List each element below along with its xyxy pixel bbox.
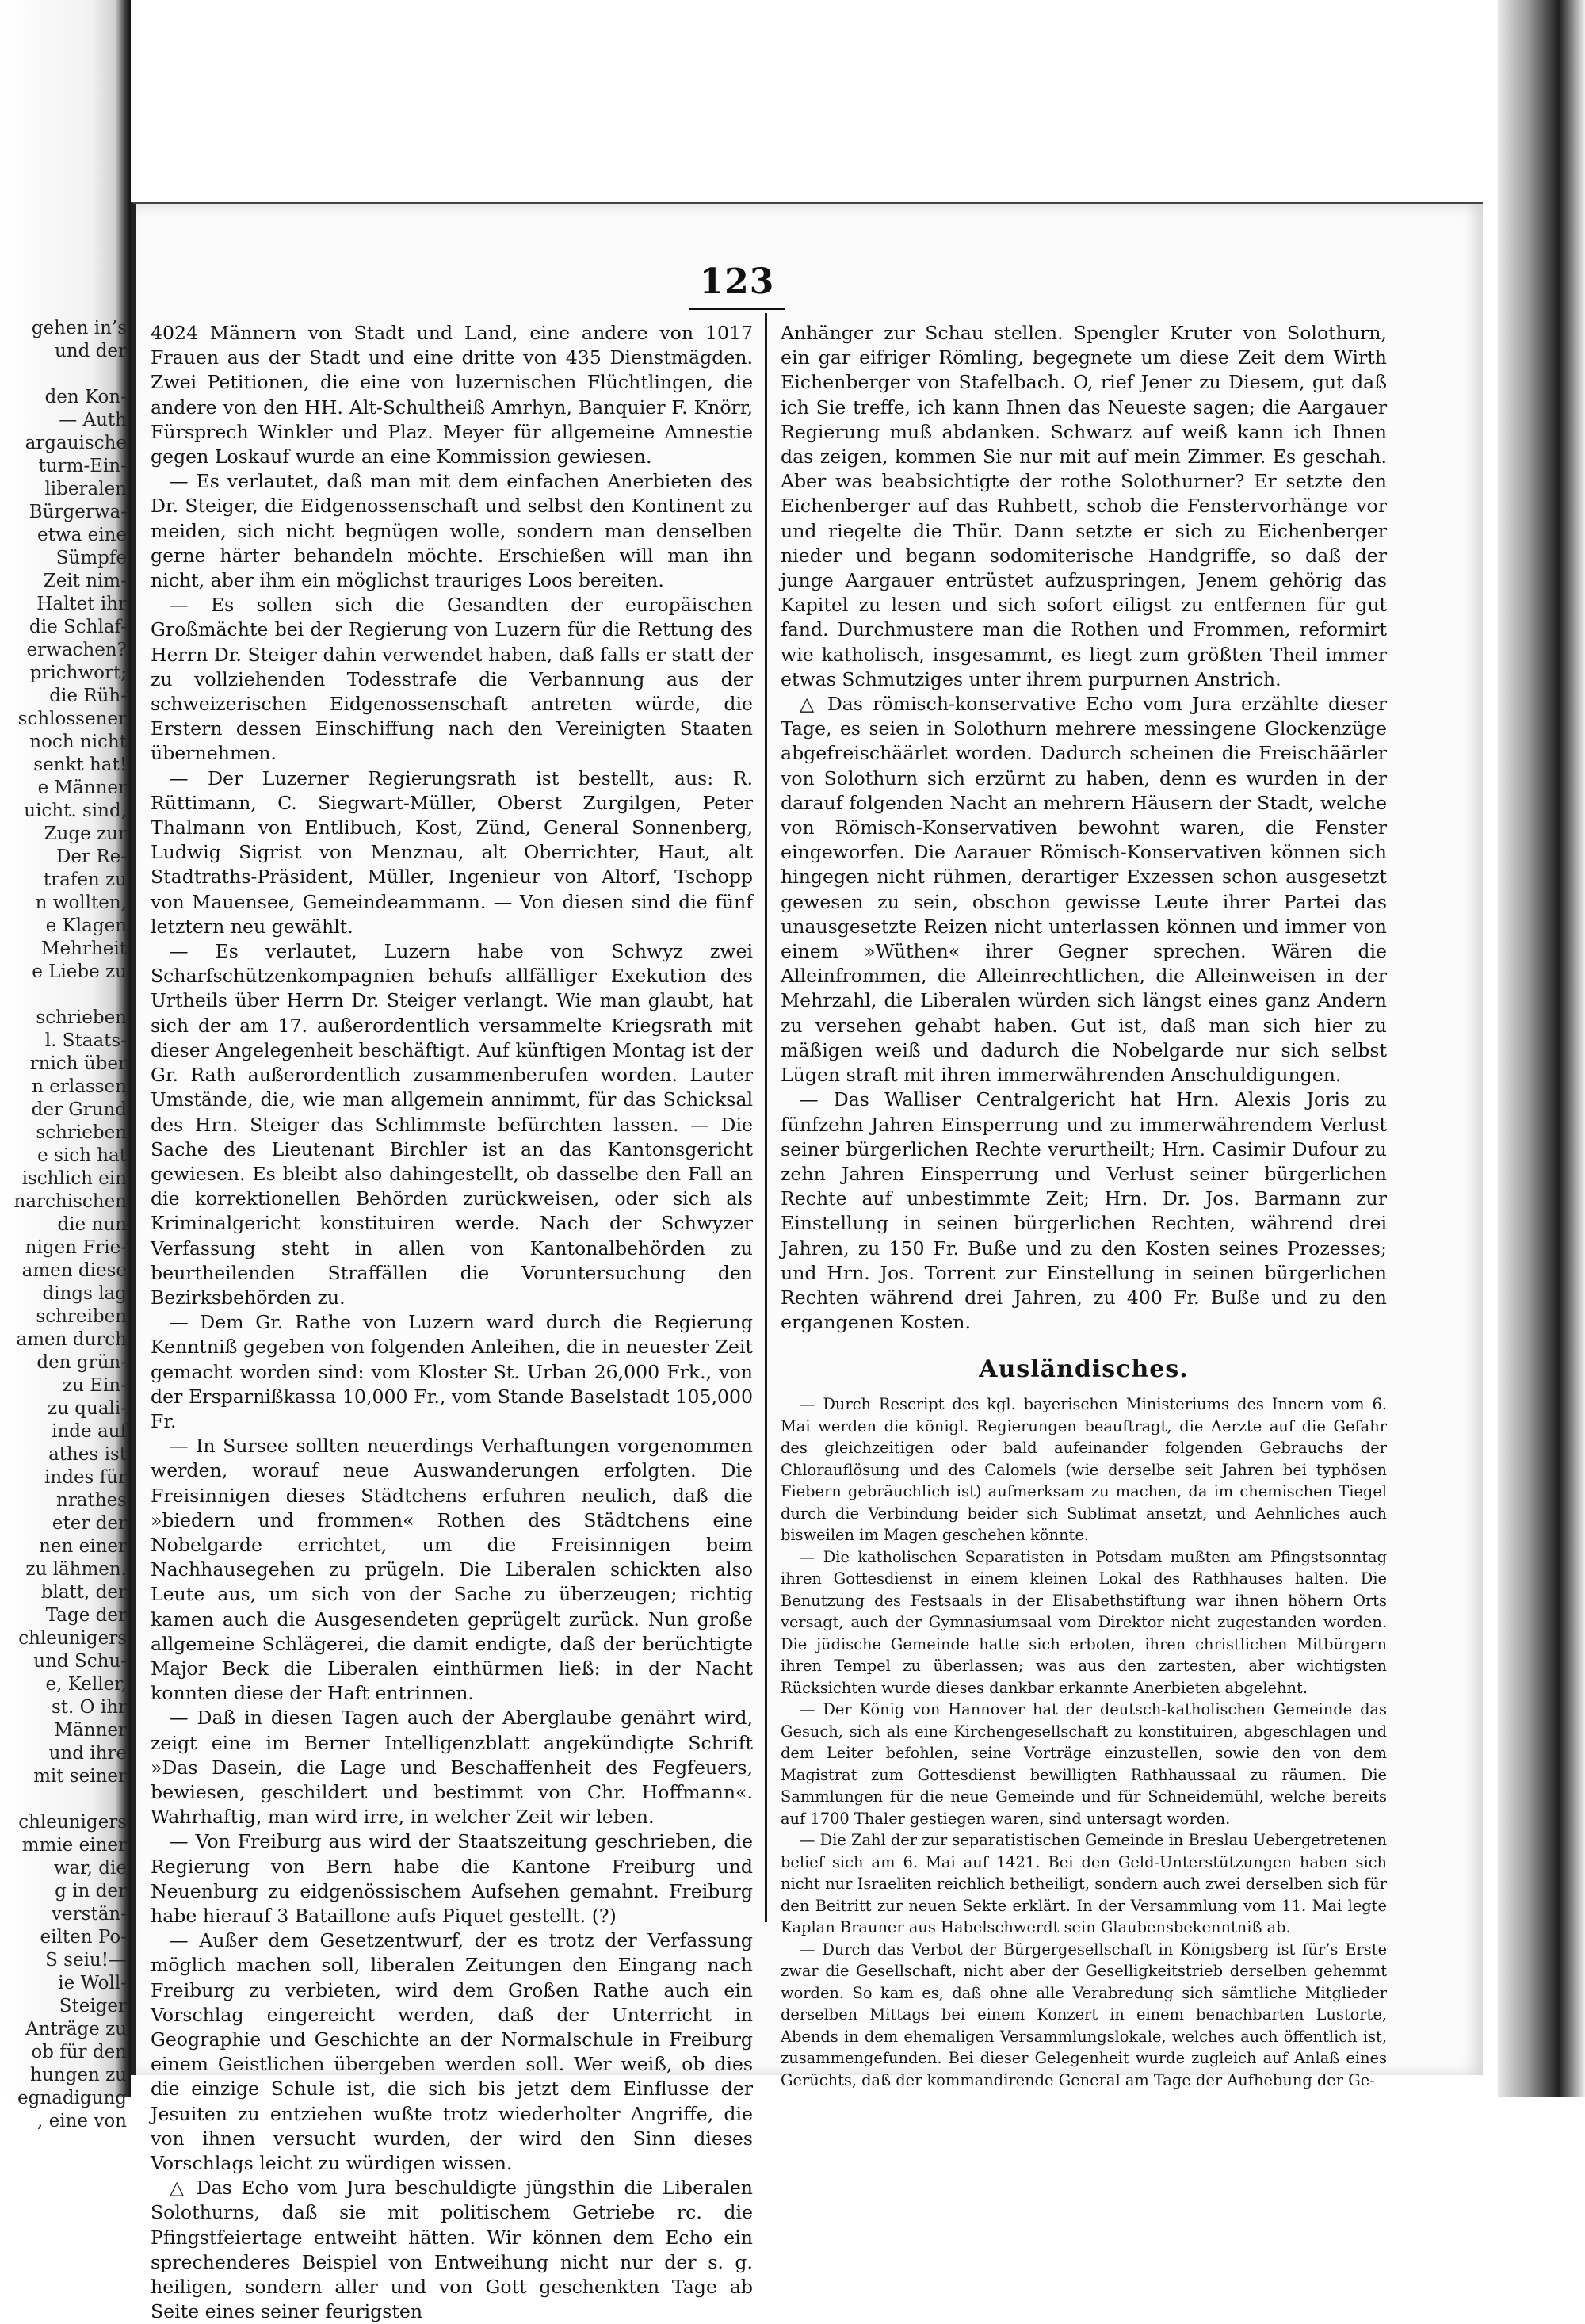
margin-fragment: Der Re-	[55, 847, 127, 867]
margin-fragment: Anträge zu	[25, 2019, 127, 2039]
margin-fragment: Zuge zur	[44, 824, 127, 844]
article-aberglaube: — Daß in diesen Tagen auch der Aberglaube genährt wird, zeigt eine im Berner Intelligenzblatt angekündigte Schrift »Das Dasein, die Lage und Beschaffenheit des Fegfeuers, bewiesen, geschildert und bestimmt von Chr. Hoffmann«. Wahrhaftig, man wird irre, in welcher Zeit wir leben.	[151, 1707, 753, 1829]
margin-fragment: indes für	[44, 1467, 127, 1488]
margin-fragment: — Auth	[59, 410, 127, 430]
article-echo-jura: △ Das Echo vom Jura beschuldigte jüngsthin die Liberalen Solothurns, daß sie mit politischem Getriebe rc. die Pfingstfeiertage entweiht hätten. Wir können dem Echo ein sprechenderes Beispiel von Entweihung nicht nur der s. g. heiligen, sondern aller und von Gott geschenkten Tage ab Seite eines seiner feurigsten	[151, 2177, 753, 2323]
margin-fragment: blatt, der	[40, 1582, 127, 1603]
article-glockenzuege: △ Das römisch-konservative Echo vom Jura erzählte dieser Tage, es seien in Solothurn mehrere messingene Glockenzüge abgefreischäärlet worden. Dadurch scheinen die Freischäärler von Solothurn sich erzürnt zu haben, denn es wurden in der darauf folgenden Nacht an mehrern Häusern der Stadt, welche von Römisch-Konservativen bewohnt waren, die Fenster eingeworfen. Die Aarauer Römisch-Konservativen können sich hingegen nicht rühmen, derartiger Exzessen schon ausgesetzt gewesen zu sein, obschon gewisse Leute ihrer Partei das unausgesetzte Reizen nicht unterlassen können und immer von einem »Wüthen« ihrer Gegner sprechen. Wären die Alleinfrommen, die Alleinrechtlichen, die Alleinweisen in der Mehrzahl, die Liberalen würden sich längst eines ganz Andern zu versehen gehabt haben. Gut ist, daß man sich hier zu mäßigen weiß und dadurch die Nobelgarde nur sich selbst Lügen straft mit ihren immerwährenden Anschuldigungen.	[781, 693, 1387, 1087]
margin-fragment: die Schlaf-	[29, 617, 127, 637]
margin-fragment: g in der	[55, 1881, 127, 1902]
margin-fragment: die nun	[57, 1214, 127, 1235]
margin-fragment: Tage der	[45, 1605, 127, 1626]
margin-fragment: liberalen	[44, 479, 127, 499]
margin-fragment: Steiger	[59, 1996, 127, 2016]
margin-fragment: der Grund	[31, 1099, 127, 1120]
margin-fragment: Mehrheit	[41, 938, 127, 959]
margin-fragment: e Männer	[37, 778, 127, 798]
margin-fragment: schlossener	[17, 709, 127, 729]
margin-fragment: Bürgerwa-	[29, 502, 127, 522]
article-sursee: — In Sursee sollten neuerdings Verhaftungen vorgenommen werden, worauf neue Auswanderungen erfolgten. Die Freisinnigen dieses Städtchens erfuhren neulich, daß die »biedern und frommen« Rothen des Städtchens eine Nobelgarde errichtet, um die Freisinnigen beim Nachhausegehen zu prügeln. Die Liberalen schickten also Leute aus, um sich von der Sache zu überzeugen; richtig kamen auch die Ausgesendeten geprügelt zurück. Nun große allgemeine Schlägerei, die damit endigte, daß der berüchtigte Major Beck die Liberalen einthürmen ließ: in der Nacht konnten diese der Haft entrinnen.	[151, 1435, 753, 1705]
margin-fragment: eilten Po-	[40, 1927, 127, 1947]
margin-fragment: egnadigung	[17, 2088, 127, 2108]
margin-fragment: narchischen	[13, 1191, 127, 1212]
article-regierungsrath: — Der Luzerner Regierungsrath ist bestellt, aus: R. Rüttimann, C. Siegwart-Müller, Oberst Zurgilgen, Peter Thalmann von Entlibuch, Kost, Zünd, General Sonnenberg, Ludwig Sigrist von Menznau, alt Oberrichter, Haut, alt Stadtraths-Präsident, Müller, Ingenieur von Altorf, Tschopp von Mauensee, Gemeindeammann. — Von diesen sind die fünf letztern neu gewählt.	[151, 766, 753, 938]
margin-fragment: zu quali-	[48, 1398, 127, 1419]
margin-fragment: schrieben	[36, 1122, 127, 1143]
margin-fragment: verstän-	[52, 1904, 127, 1925]
margin-fragment: n erlassen	[32, 1076, 127, 1097]
margin-fragment: dings lag	[42, 1283, 127, 1304]
margin-fragment: nen einer	[39, 1536, 127, 1557]
margin-fragment: chleunigers	[18, 1812, 127, 1833]
margin-fragment: und Schu-	[33, 1651, 127, 1672]
margin-fragment: amen diese	[21, 1260, 127, 1281]
section-title: Ausländisches.	[979, 1355, 1189, 1384]
article-bavaria: — Durch Rescript des kgl. bayerischen Ministeriums des Innern vom 6. Mai werden die königl. Regierungen beauftragt, die Aerzte auf die Gefahr des gleichzeitigen oder bald aufeinander folgenden Gebrauchs der Chlorauflösung und des Calomels (wie derselbe seit Jahren bei typhösen Fiebern gebräuchlich ist) aufmerksam zu machen, da im chemischen Tiegel durch die Verbindung beider sich Sublimat ansetzt, und Aehnliches auch bisweilen im Magen geschehen könnte.	[781, 1395, 1387, 1545]
margin-fragment: den grün-	[36, 1352, 127, 1373]
page-number-rule	[689, 308, 785, 310]
margin-fragment: zu lähmen.	[25, 1559, 127, 1580]
margin-fragment: uicht. sind,	[24, 801, 127, 821]
margin-fragment: e Klagen	[45, 915, 127, 936]
margin-fragment: war, die	[53, 1858, 127, 1879]
margin-fragment: rnich über	[29, 1053, 127, 1074]
margin-fragment: athes ist	[48, 1444, 127, 1465]
article-walliser: — Das Walliser Centralgericht hat Hrn. Alexis Joris zu fünfzehn Jahren Einsperrung und zu immerwährendem Verlust seiner bürgerlichen Rechte verurtheilt; Hrn. Casimir Dufour zu zehn Jahren Einsperrung und Verlust seiner bürgerlichen Rechte auf unbestimmte Zeit; Hrn. Dr. Jos. Barmann zur Einstellung in seinen bürgerlichen Rechten, während drei Jahren, zu 150 Fr. Buße und zu den Kosten seines Prozesses; und Hrn. Jos. Torrent zur Einstellung in seinen bürgerlichen Rechten während drei Jahren, zu 400 Fr. Buße und zu den ergangenen Kosten.	[781, 1088, 1387, 1334]
article-breslau: — Die Zahl der zur separatistischen Gemeinde in Breslau Uebergetretenen belief sich am 6. Mai auf 1421. Bei den Geld-Unterstützungen haben sich nicht nur Israeliten reichlich betheiligt, sondern auch zwei derselben sich für den Beitritt zur neuen Sekte erklärt. In der Versammlung vom 11. Mai legte Kaplan Brauner aus Habelschwerdt sein Glaubensbekenntniß ab.	[781, 1831, 1387, 1937]
margin-fragment: mmie einer	[21, 1835, 127, 1856]
article-envoys: — Es sollen sich die Gesandten der europäischen Großmächte bei der Regierung von Luzern für die Rettung des Herrn Dr. Steiger dahin verwendet haben, daß falls er statt der zu vollziehenden Todesstrafe die Verbannung aus der schweizerischen Eidgenossenschaft antreten würde, die Erstern dessen Einschiffung nach den Vereinigten Staaten übernehmen.	[151, 594, 753, 765]
margin-fragment: schrieben	[36, 1007, 127, 1028]
article-kruter: Anhänger zur Schau stellen. Spengler Kruter von Solothurn, ein gar eifriger Römling, begegnete um diese Zeit dem Wirth Eichenberger von Stafelbach. O, rief Jener zu Diesem, gut daß ich Sie treffe, ich kann Ihnen das Neueste sagen; die Aargauer Regierung muß abdanken. Schwarz auf weiß kann ich Ihnen das zeigen, kommen Sie nur mit auf mein Zimmer. Es geschah. Aber was beabsichtigte der rothe Solothurner? Er setzte den Eichenberger auf das Ruhbett, schob die Fenstervorhänge vor und riegelte die Thür. Dann setzte er sich zu Eichenberger nieder und begann sodomiterische Handgriffe, so daß der junge Aargauer entrüstet aufzuspringen, Jenem gehörig das Kapitel zu lesen und sich sofort eiligst zu entfernen für gut fand. Durchmustere man die Rothen und Frommen, reformirt wie katholisch, insgesammt, es liegt zum größten Theil immer etwas Schmutziges unter ihrem purpurnen Anstrich.	[781, 322, 1387, 690]
margin-fragment: Haltet ihr	[36, 594, 127, 614]
page-edge-shadow	[1498, 0, 1585, 2097]
margin-fragment: nrathes	[56, 1490, 127, 1511]
margin-fragment	[0, 984, 127, 1007]
article-gesetzentwurf: — Außer dem Gesetzentwurf, der es trotz der Verfassung möglich machen soll, liberalen Zeitungen den Eingang nach Freiburg zu verbieten, wird dem Großen Rathe auch ein Vorschlag eingereicht werden, daß der Unterricht in Geographie und Geschichte an der Normalschule in Freiburg einem Geistlichen übergeben werden soll. Wer weiß, ob dies die einzige Schule ist, die sich bis jetzt dem Einflusse der Jesuiten zu entziehen wußte trotz wiederholter Angriffe, die von ihnen versucht wurden, der wird den Sinn dieses Vorschlags leicht zu würdigen wissen.	[151, 1929, 753, 2175]
margin-fragment: etwa eine	[37, 525, 127, 545]
margin-fragment: hungen zu	[30, 2065, 127, 2085]
margin-fragment: zu Ein-	[63, 1375, 127, 1396]
article-loans: — Dem Gr. Rathe von Luzern ward durch die Regierung Kenntniß gegeben von folgenden Anleihen, die in neuester Zeit gemacht worden sind: vom Kloster St. Urban 26,000 Frk., von der Ersparnißkassa 10,000 Fr., vom Stande Baselstadt 105,000 Fr.	[151, 1311, 753, 1432]
margin-fragment: S seiu!—	[45, 1950, 127, 1970]
column-divider	[765, 313, 767, 1922]
margin-fragment: erwachen?	[26, 640, 127, 660]
margin-fragment: die Rüh-	[49, 686, 127, 706]
margin-fragment: und der	[55, 341, 127, 361]
margin-fragment: e Liebe zu	[32, 961, 127, 982]
margin-fragment: st. O ihr	[52, 1697, 127, 1718]
margin-fragment: inde auf	[52, 1421, 127, 1442]
margin-fragment: den Kon-	[44, 387, 127, 407]
margin-fragment: n wollten,	[35, 893, 127, 913]
margin-fragment: eter der	[52, 1513, 127, 1534]
article-schwyz: — Es verlautet, Luzern habe von Schwyz zwei Scharfschützenkompagnien behufs allfälliger Exekution des Urtheils über Herrn Dr. Steiger verlangt. Wie man glaubt, hat sich der am 17. außerordentlich versammelte Kriegsrath mit dieser Angelegenheit beschäftigt. Auf künftigen Montag ist der Gr. Rath außerordentlich zusammenberufen worden. Lauter Umstände, die, wie man allgemein annimmt, für das Schicksal des Hrn. Steiger das Schlimmste befürchten lassen. — Die Sache des Lieutenant Birchler ist an das Kantonsgericht gewiesen. Es bleibt also dahingestellt, ob dasselbe den Fall an die korrektionellen Behörden zurückweisen, oder sich als Kriminalgericht konstituiren werde. Nach der Schwyzer Verfassung steht in allen von Kantonalbehörden zu beurtheilenden Straffällen die Voruntersuchung den Bezirksbehörden zu.	[151, 940, 753, 1309]
margin-fragment: trafen zu	[43, 870, 127, 890]
article-potsdam: — Die katholischen Separatisten in Potsdam mußten am Pfingstsonntag ihren Gottesdienst in einem kleinen Lokal des Rathhauses halten. Die Benutzung des Festsaals in der Elisabethstiftung war ihnen höhern Orts versagt, auch der Gymnasiumsaal vom Direktor nicht zugestanden worden. Die jüdische Gemeinde hatte sich erboten, ihren christlichen Mitbürgern ihren Tempel zu überlassen; was aus den zartesten, aber wichtigsten Rücksichten wurde dieses dankbar erkannte Anerbieten abgelehnt.	[781, 1547, 1387, 1697]
margin-fragment: gehen in’s	[31, 318, 127, 338]
margin-fragment: prichwort;	[29, 663, 127, 683]
article-koenigsberg: — Durch das Verbot der Bürgergesellschaft in Königsberg ist für’s Erste zwar die Gesellschaft, nicht aber der Geselligkeitstrieb derselben gehemmt worden. So kam es, daß ohne alle Verabredung sich sämtliche Mitglieder derselben Mittags bei einem Konzert in einem benachbarten Lustorte, Abends in dem ehemaligen Versammlungslokale, welches auch öffentlich ist, zusammengefunden. Bei dieser Gelegenheit wurde zugleich auf Anlaß eines Gerüchts, daß der kommandirende General am Tage der Aufhebung der Ge-	[781, 1940, 1387, 2089]
margin-fragment: e sich hat	[37, 1145, 127, 1166]
article-hannover: — Der König von Hannover hat der deutsch-katholischen Gemeinde das Gesuch, sich als eine Kirchengesellschaft zu konstituiren, abgeschlagen und dem Leiter befohlen, seine Vorträge einzustellen, sowie den von dem Magistrat zum Gottesdienst bewilligten Rathhaussaal zu räumen. Die Sammlungen für die neue Gemeinde und für Schneidemühl, welche bereits auf 1700 Thaler gestiegen waren, sind untersagt worden.	[781, 1700, 1387, 1828]
article-petitions: 4024 Männern von Stadt und Land, eine andere von 1017 Frauen aus der Stadt und eine dritte von 435 Dienstmägden. Zwei Petitionen, die eine von luzernischen Flüchtlingen, die andere von den HH. Alt-Schultheiß Amrhyn, Banquier F. Knörr, Fürsprech Winkler und Plaz. Meyer für allgemeine Amnestie gegen Loskauf wurde an eine Kommission gewiesen.	[151, 322, 753, 468]
margin-fragment: Sümpfe	[55, 548, 127, 568]
page-number: 123	[699, 262, 775, 302]
margin-fragment: ischlich ein	[21, 1168, 127, 1189]
margin-fragment: Zeit nim-	[43, 571, 127, 591]
margin-fragment: und ihre	[48, 1743, 127, 1764]
left-column	[151, 321, 753, 2324]
margin-fragment: amen durch	[16, 1329, 127, 1350]
margin-fragment: ie Woll-	[58, 1973, 127, 1993]
margin-fragment	[0, 363, 127, 386]
margin-fragment: mit seiner	[33, 1766, 127, 1787]
previous-page-margin	[0, 317, 127, 2131]
margin-fragment: , eine von	[37, 2111, 127, 2131]
margin-fragment: noch nicht	[29, 732, 127, 752]
margin-fragment: argauische	[25, 433, 127, 453]
margin-fragment: nigen Frie-	[25, 1237, 127, 1258]
margin-fragment: ob für den	[31, 2042, 127, 2062]
right-column	[781, 321, 1387, 2091]
margin-fragment: e, Keller,	[45, 1674, 127, 1695]
margin-fragment: senkt hat!	[33, 755, 127, 775]
article-steiger-offer: — Es verlautet, daß man mit dem einfachen Anerbieten des Dr. Steiger, die Eidgenossenschaft und selbst den Kontinent zu meiden, sich nicht begnügen wolle, sondern man denselben gerne härter behandeln möchte. Erschießen will man ihn nicht, aber ihm ein möglichst trauriges Loos bereiten.	[151, 470, 753, 592]
margin-fragment	[0, 1788, 127, 1811]
margin-fragment: chleunigers	[18, 1628, 127, 1649]
margin-fragment: l. Staats-	[44, 1030, 127, 1051]
margin-fragment: schreiben	[36, 1306, 127, 1327]
article-freiburg: — Von Freiburg aus wird der Staatszeitung geschrieben, die Regierung von Bern habe die Kantone Freiburg und Neuenburg zu eidgenössischem Aufsehen gemahnt. Freiburg habe hierauf 3 Bataillone aufs Piquet gestellt. (?)	[151, 1830, 753, 1927]
margin-fragment: Männer	[54, 1720, 127, 1741]
margin-fragment: turm-Ein-	[38, 456, 127, 476]
